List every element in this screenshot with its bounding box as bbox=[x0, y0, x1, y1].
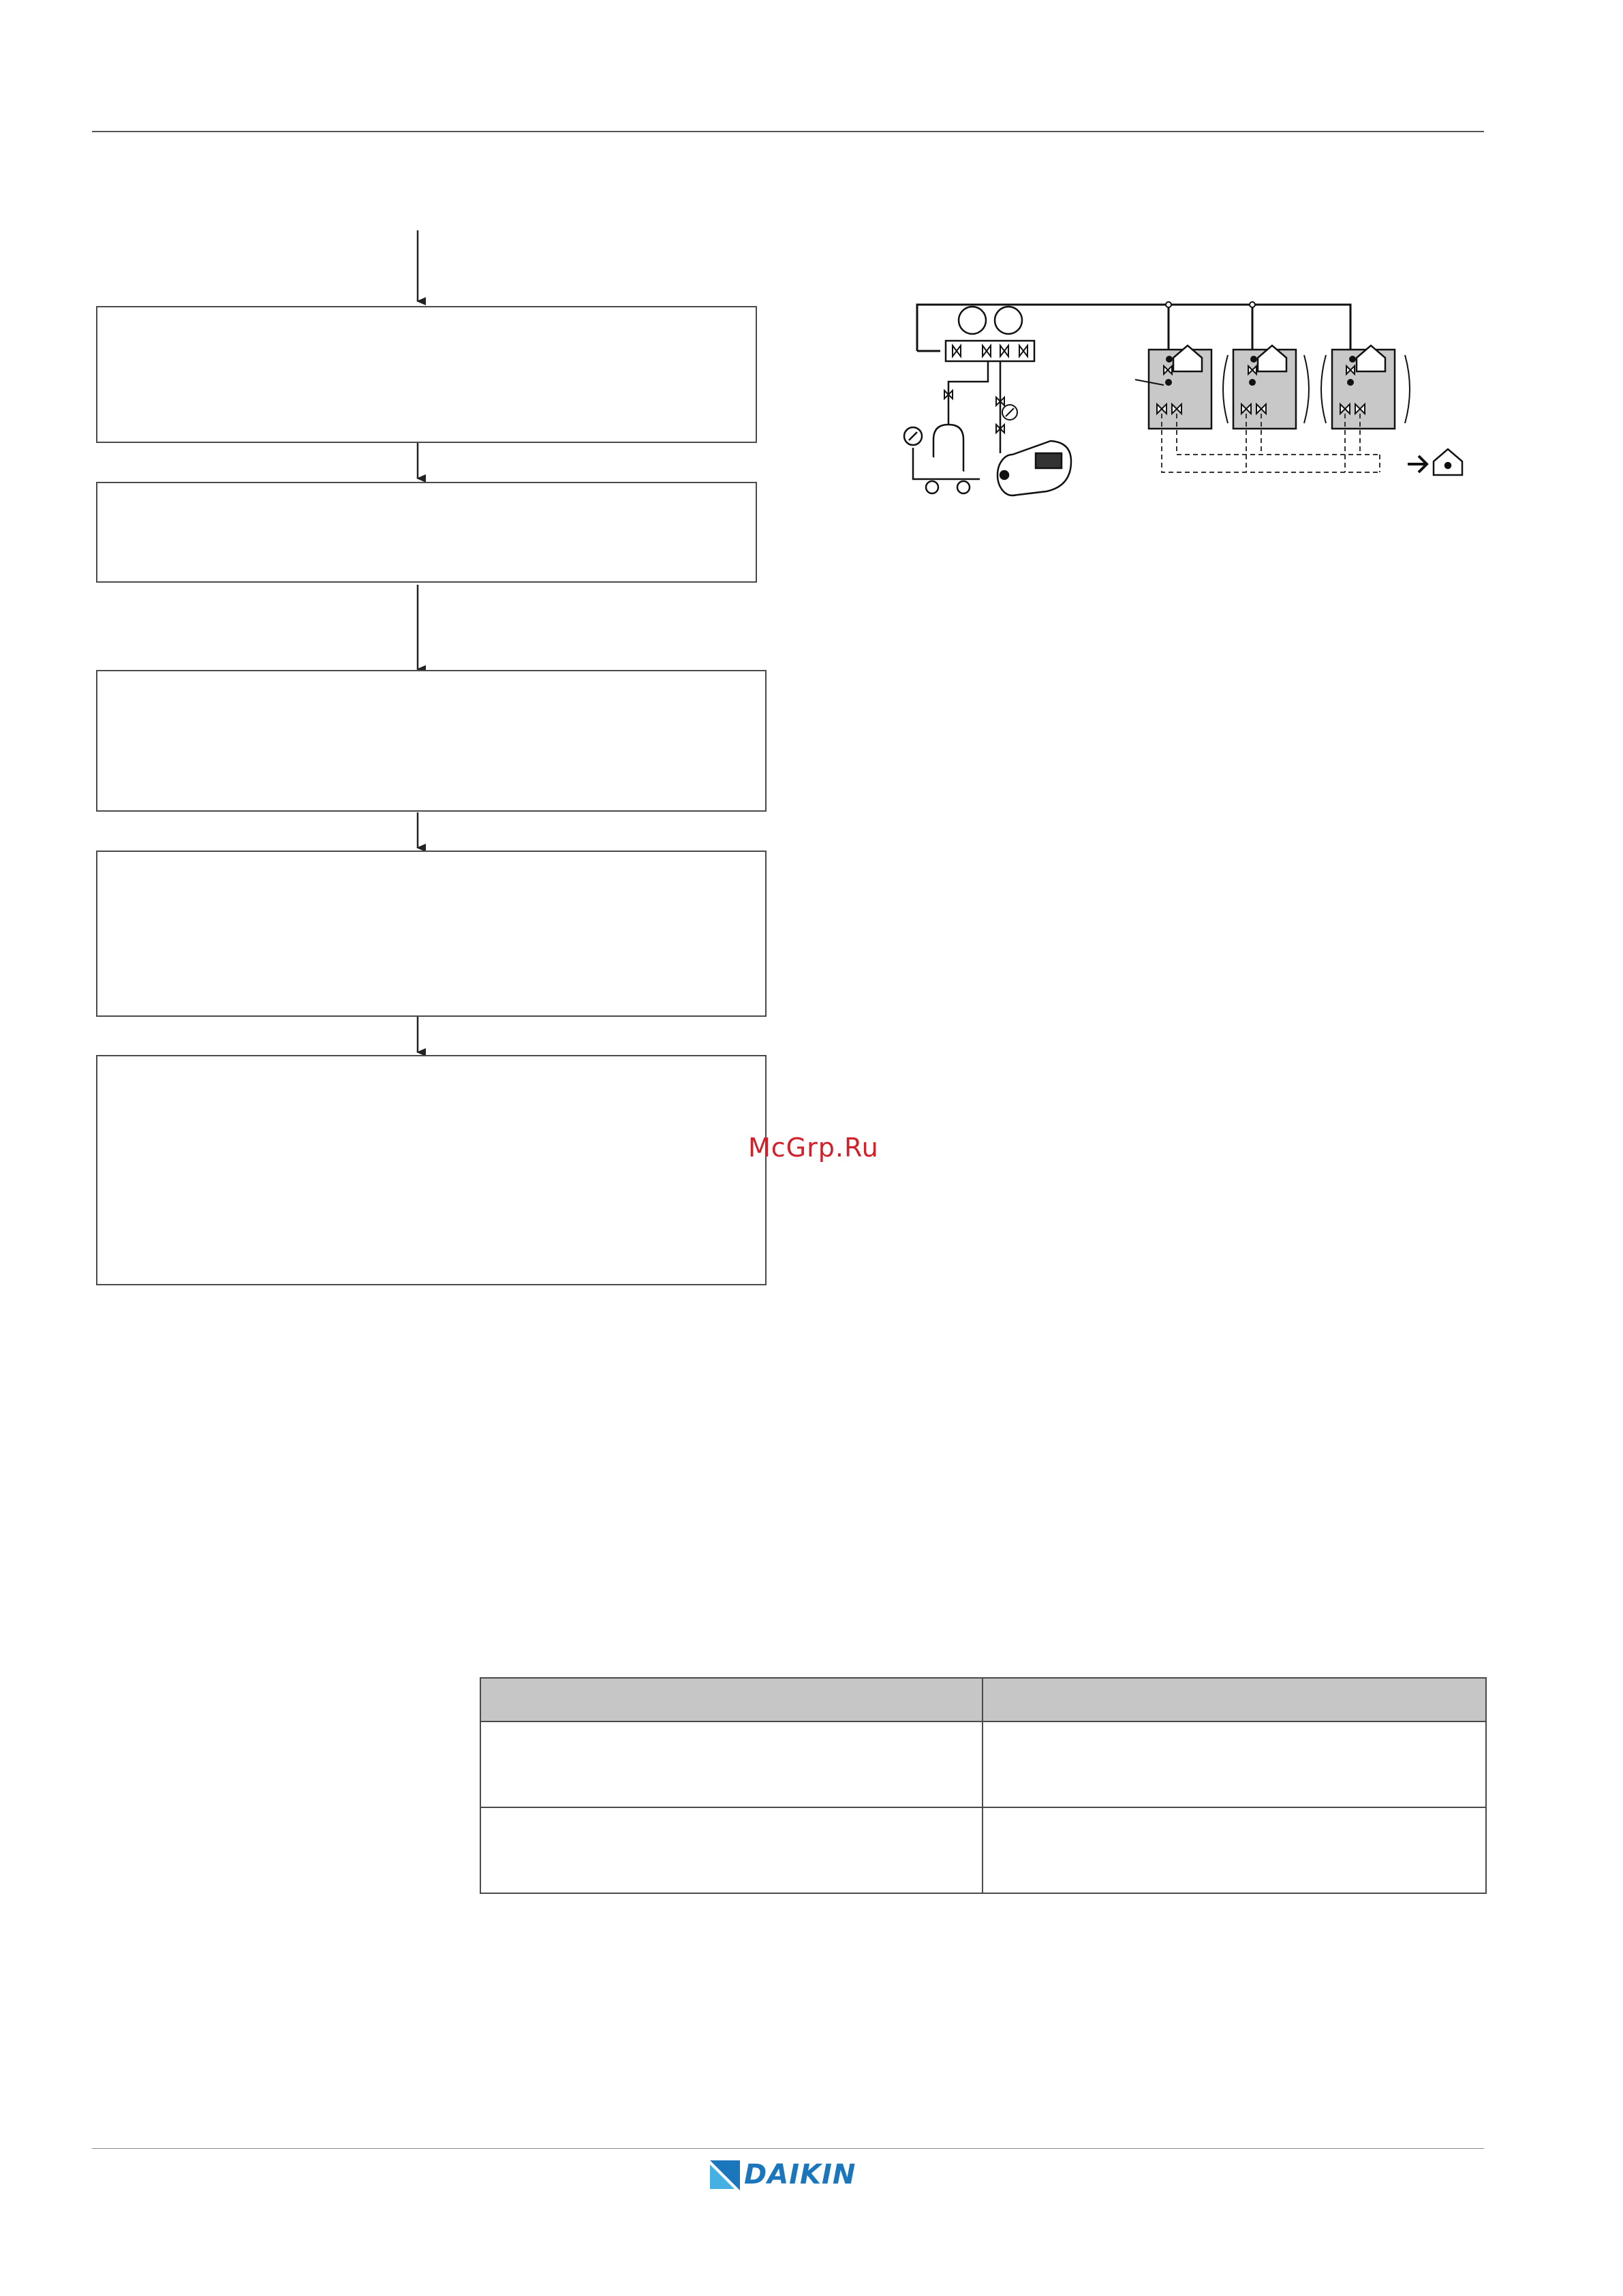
daikin-logo-icon bbox=[709, 2159, 741, 2192]
table-cell bbox=[480, 1807, 983, 1893]
flow-step-2 bbox=[96, 482, 757, 583]
outdoor-unit-2 bbox=[1233, 346, 1296, 429]
table-header-cell bbox=[983, 1678, 1486, 1721]
flow-step-1 bbox=[96, 306, 757, 443]
footer-brand: DAIKIN bbox=[744, 2159, 856, 2190]
vacuum-pump-icon bbox=[998, 441, 1071, 495]
table-cell bbox=[983, 1807, 1486, 1893]
outdoor-unit-3 bbox=[1332, 346, 1395, 429]
header-rule bbox=[92, 131, 1484, 132]
table-cell bbox=[480, 1721, 983, 1807]
arrow-right-icon bbox=[1408, 456, 1427, 472]
refrigerant-cylinder-icon bbox=[904, 425, 980, 493]
table-header-cell bbox=[480, 1678, 983, 1721]
piping-diagram bbox=[893, 290, 1492, 508]
flow-step-3 bbox=[96, 670, 767, 812]
outdoor-unit-1 bbox=[1149, 346, 1211, 429]
footer-rule bbox=[92, 2148, 1484, 2149]
table-cell bbox=[983, 1721, 1486, 1807]
table-header-row bbox=[480, 1678, 1486, 1721]
flow-step-5 bbox=[96, 1055, 767, 1285]
parameter-table bbox=[480, 1677, 1487, 1894]
table-row bbox=[480, 1721, 1486, 1807]
table-row bbox=[480, 1807, 1486, 1893]
house-icon bbox=[1434, 449, 1462, 475]
watermark: McGrp.Ru bbox=[748, 1133, 879, 1163]
flow-step-4 bbox=[96, 851, 767, 1017]
